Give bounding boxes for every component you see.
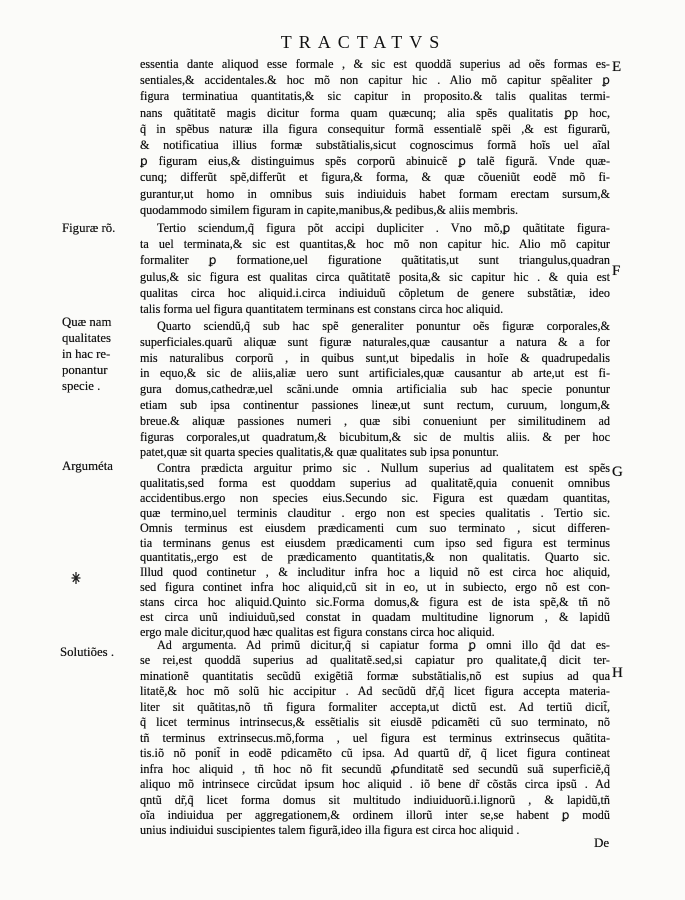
text-line: ta uel terminata,& sic est quantitas,& hoc mõ non capitur hic. Alio mõ capitur [140,237,610,252]
text-line: & notificatiua illius formæ substãtialis,sicut cognoscimus formã hoĩs uel aĩal [140,138,610,152]
text-line: sentiales,& accidentales.& hoc mõ non capitur hic . Alio mõ capitur spẽaliter ꝑ [140,73,610,88]
text-line: Quarto sciendũ,q̃ sub hac spẽ generaliter ponuntur oẽs figuræ corporales,& [157,319,610,333]
text-line: aliquo mõ intrinsece circũdat ipsum hoc aliquid . iõ bene dr̃ cõstãs circa ipsũ . Ad [140,777,610,792]
section-letter: H [612,665,623,681]
text-line: qualitas circa hoc aliquid.i.circa indiuiduũ cõpletum de genere substãtiæ, ideo [140,285,610,300]
text-line: q̃ licet terminus intrinsecus,& essẽtialis sit eiusdẽ pdicamẽti cũ suo terminato, nõ [140,715,610,730]
text-line: oĩa indiuidua per aggregationem,& ordinem illorũ inter se,se habent ꝑ modũ [140,807,610,822]
text-line: Illud quod continetur , & includitur infra hoc a liquid nõ est circa hoc aliquid, [140,565,610,580]
text-line: ergo male dicitur,quod hæc qualitas est figura constans circa hoc aliquid. [140,624,495,639]
text-line: formaliter ꝑ formatione,uel figuratione quãtitatis,ut sunt triangulus,quadran [140,253,610,268]
text-line: qualitatis,sed forma est quoddam superius ad qualitatẽ,quia conuenit omnibus [140,475,610,490]
ornament-icon [70,571,82,585]
text-line: Contra prædicta arguitur primo sic . Nullum superius ad qualitatem est spẽs [157,461,610,475]
text-line: mis naturalibus corporũ , in quibus sunt,ut bipedalis in hoĩe & quadrupedalis [140,350,610,365]
text-line: stans circa hoc aliquid.Quinto sic.Forma domus,& figura est de ista spẽ,& tñ nõ [140,595,610,610]
text-line: cunq; differũt spẽ,differũt et figura,& forma, & quæ cõueniũt eodẽ mõ fi- [140,170,610,185]
section-letter: F [612,263,621,279]
text-line: gulus,& sic figura est qualitas circa quãtitatẽ posita,& sic capitur hic . & quia est [140,269,610,284]
text-line: breue.& aliquæ passiones numeri , quæ sibi conueniunt per similitudinem ad [140,413,610,428]
text-line: tñ terminus extrinsecus.mõ,forma , uel figura est terminus extrinsecus quãtita- [140,730,610,745]
margin-note-line: ponantur [62,363,108,377]
text-line: talis forma uel figura quantitatem terminans est constans circa hoc aliquid. [140,302,504,316]
margin-note-figure: Figuræ rõ. [62,221,116,235]
margin-note-line: qualitates [62,331,112,345]
margin-note-solutions: Solutiões . [60,645,115,659]
text-line: Tertio sciendum,q̃ figura põt accipi dupliciter . Vno mõ,ꝑ quãtitate figura- [157,221,610,235]
text-line: q̃ in spẽbus naturæ illa figura consequitur formã essentialẽ spẽi ,& est figurarũ, [140,121,610,136]
text-line: qntũ dr̃,q̃ licet forma domus sit multitudo indiuiduorũ.i.lignorũ , & lapidũ,tñ [140,792,610,807]
text-line: figura terminatiua quantitatis,& sic capitur in proposito.& talis qualitas termi- [140,89,610,104]
margin-note-line: Quæ nam [62,315,112,329]
text-line: se rei,est quoddã superius ad qualitatẽ.sed,si capiatur pro qualitate,q̃ dicit ter- [140,653,610,668]
text-line: etiam sub ipsa continentur passiones lineæ,ut sunt rectum, curuum, longum,& [140,398,610,412]
running-title: TRACTATVS [280,32,447,52]
text-line: tis.iõ nõ ponit̃ in eodẽ pdicamẽto cũ ipsa. Ad quartũ dr̃, q̃ licet figura contineat [140,746,610,761]
text-line: gurantur,ut homo in omnibus suis indiuiduis habet formam erectam sursum,& [140,186,610,201]
text-line: unius indiuidui suscipientes talem figurã,ideo illa figura est circa hoc aliquid . [140,823,520,838]
section-letter: E [612,59,622,75]
text-line: sed figura continet infra hoc aliquid,cũ sit in eo, ut in subiecto, ergo nõ est con- [140,580,610,595]
text-line: figuras corporales,ut quadratum,& bicubitum,& sic de multis aliis. & per hoc [140,429,610,444]
text-line: litatẽ,& hoc mõ solũ hic accipitur . Ad secũdũ dr̃,q̃ licet figura accepta materia- [140,684,610,699]
text-line: patet,quæ sit quarta species qualitatis,& quæ qualitates sub ipsa ponuntur. [140,445,499,460]
margin-note-arguments: Arguméta [62,459,113,473]
text-line: quantitatis,,ergo est de prædicamento quantitatis,& non qualitatis. Quarto sic. [140,550,610,565]
text-line: quodammodo similem figuram in capite,manibus,& pedibus,& aliis membris. [140,202,519,217]
text-line: tia terminans genus est eiusdem prædicamenti cum ipso sed figura est terminus [140,535,610,550]
text-line: liter sit quãtitas,nõ tñ figura formaliter accepta,ut dictũ est. Ad tertiũ dicit̃, [140,699,610,714]
text-line: minationẽ quantitatis secũdũ exigẽtiã formæ substãtialis,nõ est supius ad qua [140,668,610,683]
text-line: est circa unũ indiuiduũ,sed constat in quadam multitudine lignorum , & lapidũ [140,610,610,624]
text-line: nans quãtitatẽ magis dicitur forma quam quæcunq; alia spẽs qualitatis ꝑp hoc, [140,105,610,120]
section-letter: G [612,464,623,480]
text-line: in equo,& sic de aliis,aliæ uero sunt artificiales,quæ causantur ab arte,ut est fi- [140,366,610,381]
catchword: De [594,835,610,850]
margin-note-line: specie . [62,379,101,393]
text-line: Ad argumenta. Ad primũ dicitur,q̃ si capiatur forma ꝑ omni illo q̃d dat es- [157,638,610,652]
text-line: infra hoc aliquid , tñ hoc nõ fit secundũ ꝓfunditatẽ sed secundũ suã superficiẽ,q̃ [140,761,610,776]
text-line: gura domus,cathedræ,uel scãni.unde omnia artificialia sub hac specie ponuntur [140,382,610,397]
text-line: superficiales.quarũ aliquæ sunt figuræ naturales,quæ causantur a natura & a for [140,334,610,349]
text-line: quæ termino,uel terminis clauditur . ergo non est species qualitatis . Tertio sic. [140,505,610,520]
text-line: essentia dante aliquod esse formale , & sic est quoddã superius ad oẽs formas es- [140,57,610,71]
text-line: ꝑ figuram eius,& distinguimus spẽs corporũ abinuicẽ ꝑ talẽ figurã. Vnde quæ- [140,154,610,169]
margin-note-line: in hac re- [62,347,111,361]
text-line: accidentibus.ergo non species eius.Secundo sic. Figura est quædam quantitas, [140,490,610,505]
text-line: Omnis terminus est eiusdem prædicamenti cum suo terminato , sicut differen- [140,520,610,535]
